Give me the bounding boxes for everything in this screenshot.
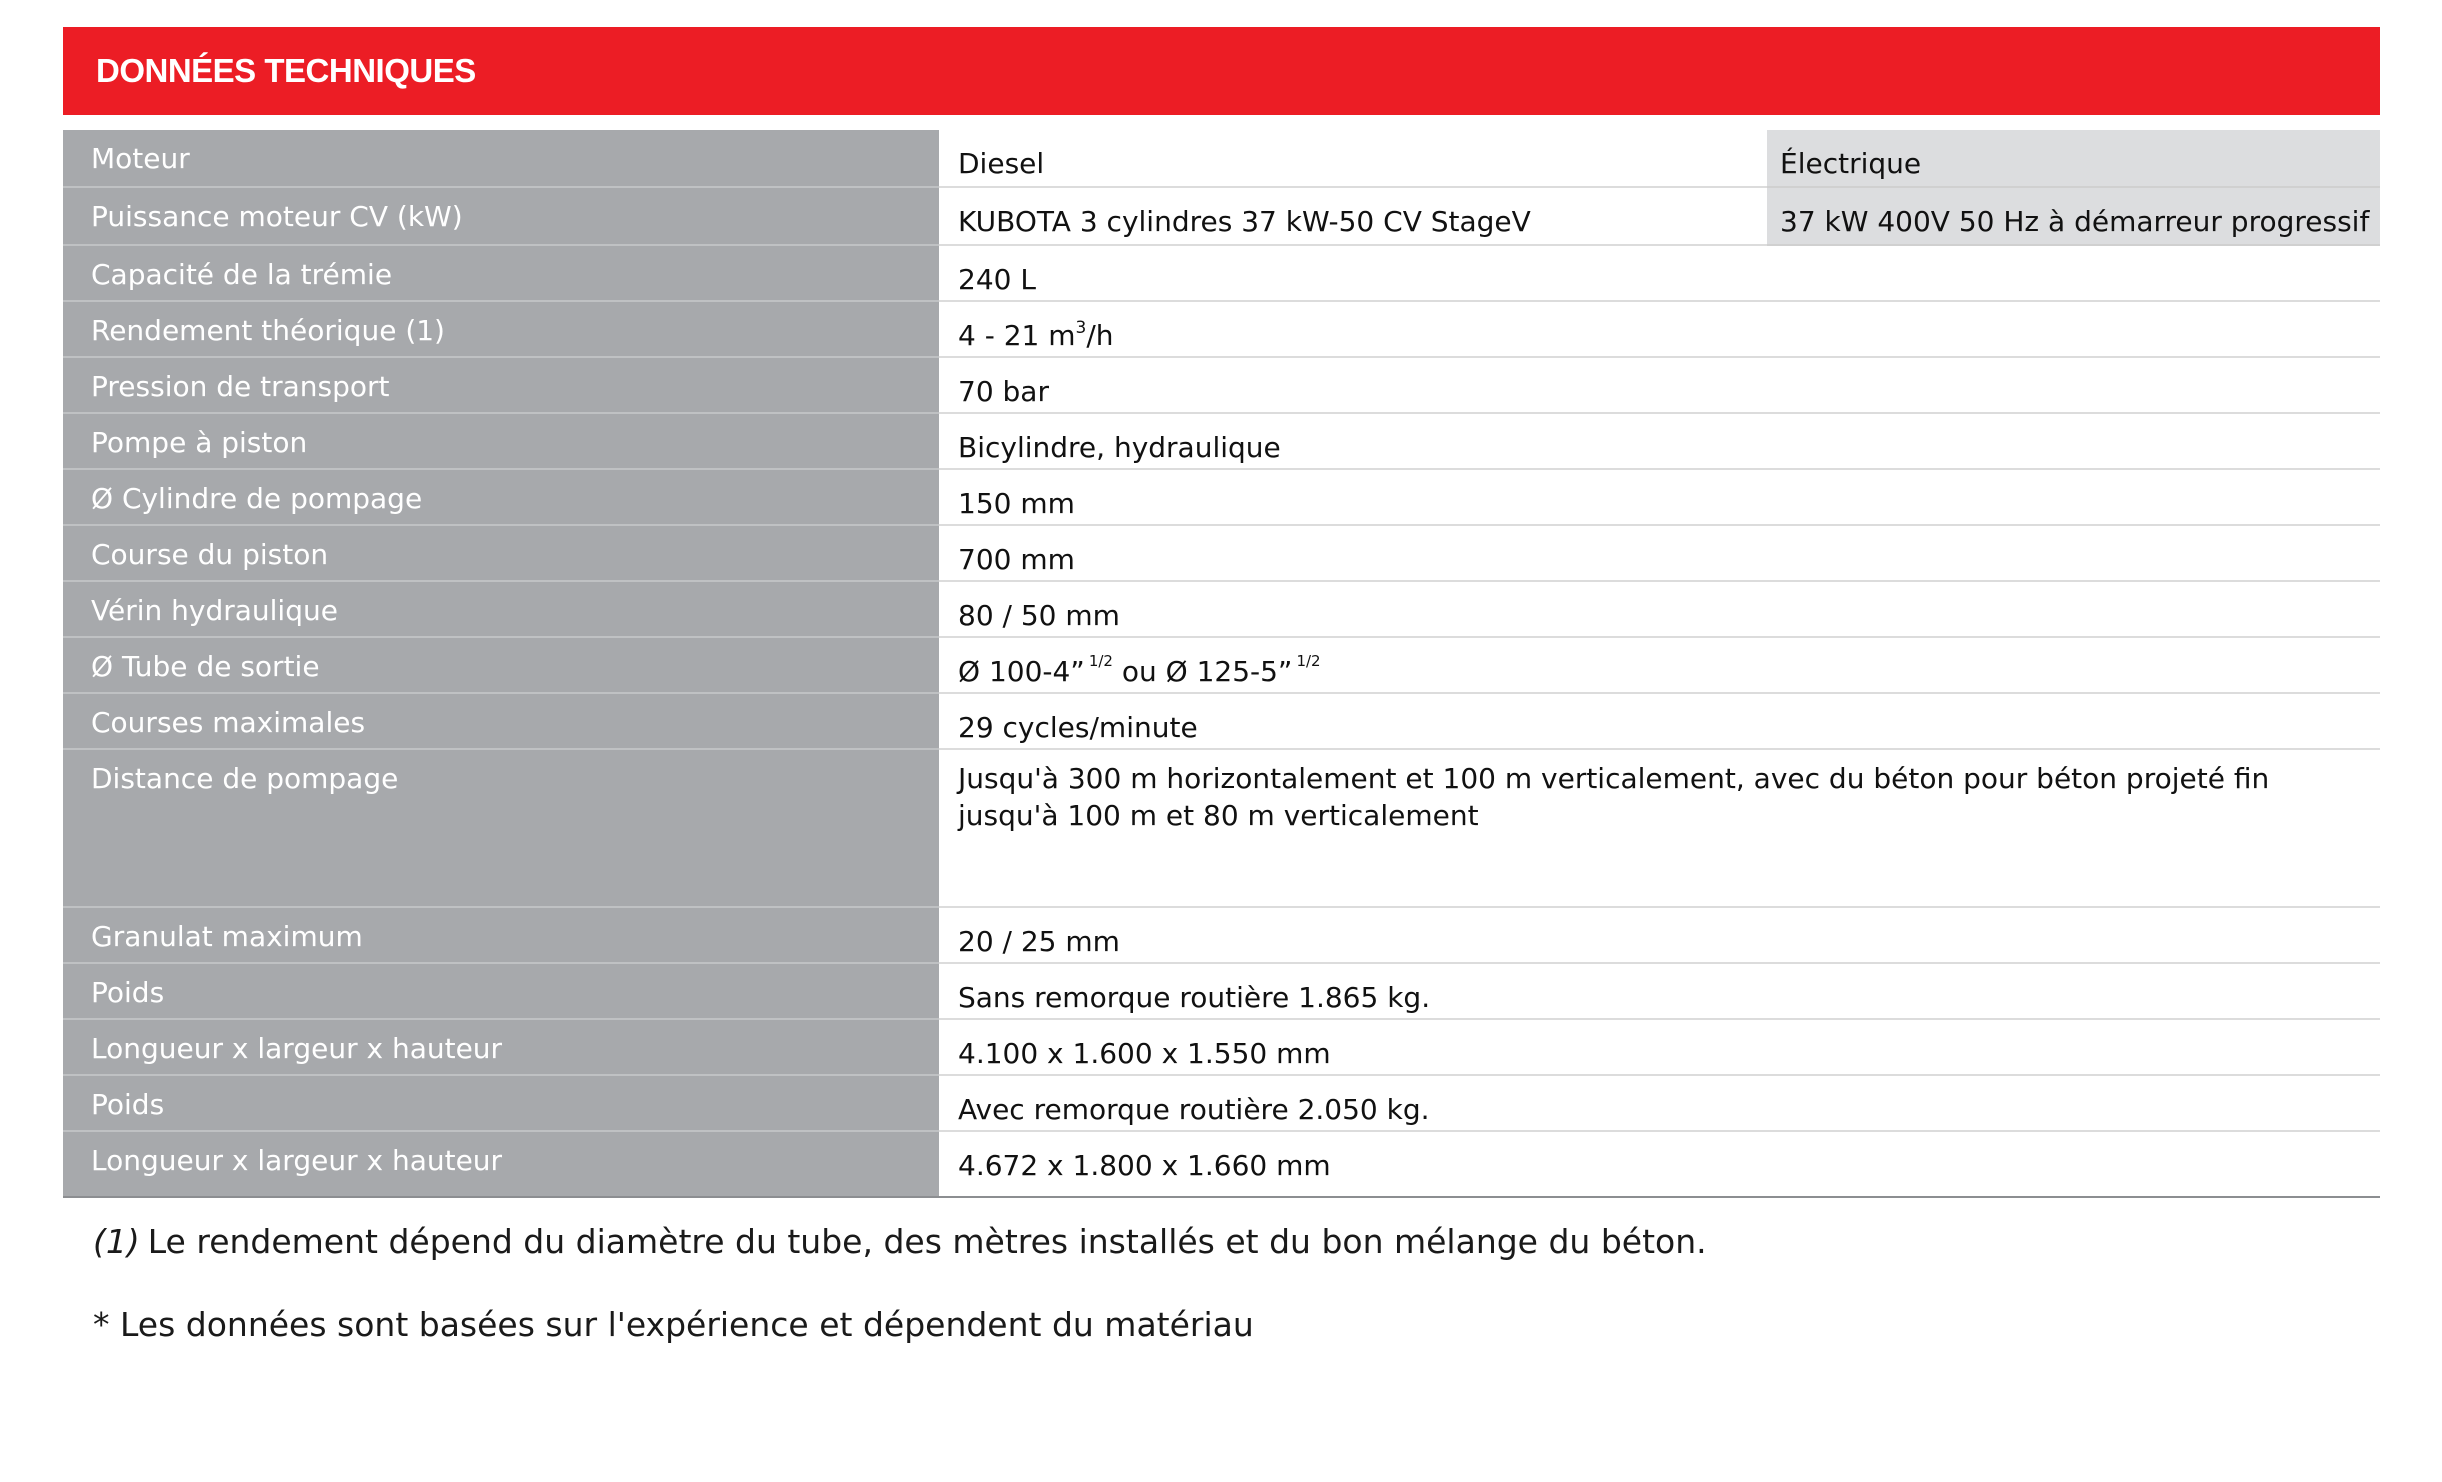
row-value: Bicylindre, hydraulique	[939, 414, 2380, 470]
row-label: Rendement théorique (1)	[63, 302, 939, 358]
row-value	[939, 638, 2380, 694]
row-label: Pression de transport	[63, 358, 939, 414]
row-label: Vérin hydraulique	[63, 582, 939, 638]
row-label: Puissance moteur CV (kW)	[63, 188, 939, 246]
table-row	[63, 246, 2380, 302]
row-value-electric: Électrique	[1767, 130, 2380, 188]
row-label: Pompe à piston	[63, 414, 939, 470]
row-label: Longueur x largeur x hauteur	[63, 1020, 939, 1076]
table-row	[63, 750, 2380, 908]
table-row	[63, 526, 2380, 582]
footnotes	[93, 1222, 1707, 1344]
value-text: Ø 100-4”	[958, 655, 1085, 688]
row-label: Poids	[63, 964, 939, 1020]
row-label: Moteur	[63, 130, 939, 188]
row-value: 240 L	[939, 246, 2380, 302]
table-row	[63, 964, 2380, 1020]
row-label: Longueur x largeur x hauteur	[63, 1132, 939, 1196]
row-value: 4.100 x 1.600 x 1.550 mm	[939, 1020, 2380, 1076]
row-value-electric: 37 kW 400V 50 Hz à démarreur progressif	[1767, 188, 2380, 246]
row-label: Distance de pompage	[63, 750, 939, 908]
row-label: Capacité de la trémie	[63, 246, 939, 302]
row-value: 20 / 25 mm	[939, 908, 2380, 964]
table-row	[63, 908, 2380, 964]
footnote-marker: (1)	[93, 1222, 140, 1261]
row-label: Courses maximales	[63, 694, 939, 750]
table-row	[63, 694, 2380, 750]
table-row	[63, 1132, 2380, 1196]
table-row	[63, 302, 2380, 358]
row-value: 700 mm	[939, 526, 2380, 582]
table-row	[63, 1076, 2380, 1132]
table-row-power	[63, 188, 2380, 246]
table-row	[63, 582, 2380, 638]
section-title: DONNÉES TECHNIQUES	[96, 52, 476, 89]
table-row	[63, 358, 2380, 414]
superscript: 3	[1075, 318, 1087, 338]
spec-table	[63, 130, 2380, 1198]
technical-data-section	[63, 27, 2380, 1198]
row-label: Poids	[63, 1076, 939, 1132]
footnote-2: * Les données sont basées sur l'expérience et dépendent du matériau	[93, 1305, 1254, 1344]
value-suffix: /h	[1086, 319, 1114, 352]
row-label: Ø Tube de sortie	[63, 638, 939, 694]
value-text: ou Ø 125-5”	[1112, 655, 1293, 688]
row-value: Jusqu'à 300 m horizontalement et 100 m verticalement, avec du béton pour béton projeté fin jusqu'à 100 m et 80 m verticalement	[939, 750, 2380, 908]
row-label: Course du piston	[63, 526, 939, 582]
row-value: 70 bar	[939, 358, 2380, 414]
row-label: Granulat maximum	[63, 908, 939, 964]
table-row	[63, 414, 2380, 470]
row-value: Avec remorque routière 2.050 kg.	[939, 1076, 2380, 1132]
row-value: 4.672 x 1.800 x 1.660 mm	[958, 1149, 1331, 1182]
footnote-1	[93, 1222, 1707, 1261]
table-row-engine	[63, 130, 2380, 188]
table-row	[63, 638, 2380, 694]
superscript: 1/2	[1088, 652, 1113, 670]
table-row	[63, 470, 2380, 526]
row-value: Diesel	[939, 130, 1767, 188]
value-text: 4 - 21 m	[958, 319, 1076, 352]
row-value: Sans remorque routière 1.865 kg.	[939, 964, 2380, 1020]
row-value	[939, 302, 2380, 358]
section-header	[63, 27, 2380, 115]
row-label: Ø Cylindre de pompage	[63, 470, 939, 526]
table-row	[63, 1020, 2380, 1076]
footnote-text: Le rendement dépend du diamètre du tube, des mètres installés et du bon mélange du béton.	[147, 1222, 1707, 1261]
row-value: 150 mm	[939, 470, 2380, 526]
row-value: 29 cycles/minute	[939, 694, 2380, 750]
row-value: KUBOTA 3 cylindres 37 kW-50 CV StageV	[939, 188, 1767, 246]
row-value: 80 / 50 mm	[939, 582, 2380, 638]
superscript: 1/2	[1296, 652, 1321, 670]
